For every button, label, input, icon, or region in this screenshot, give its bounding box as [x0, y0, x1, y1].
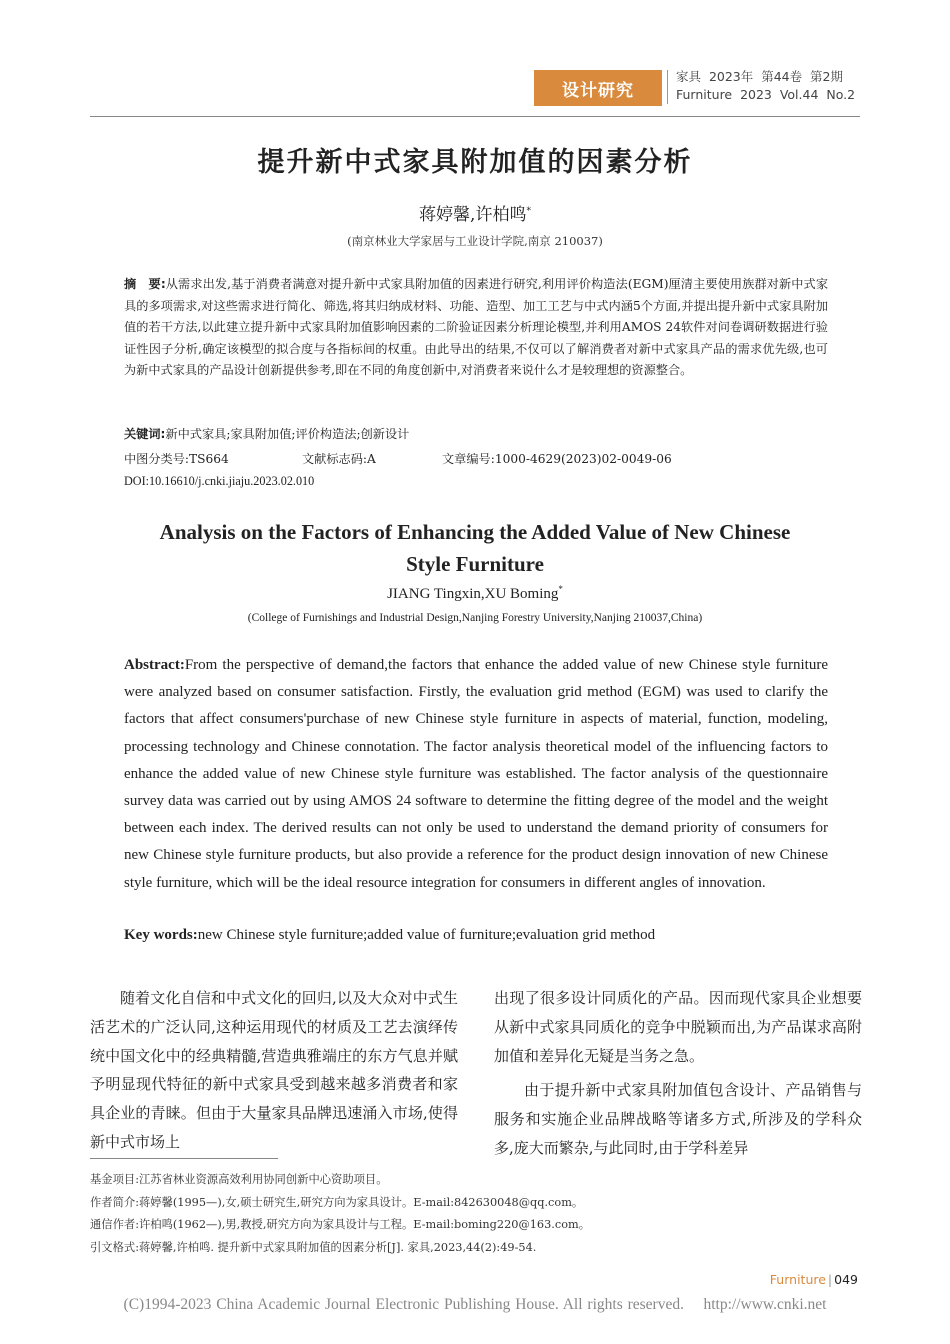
- footer-journal: Furniture: [769, 1272, 826, 1287]
- document-code: 文献标志码:A: [302, 452, 376, 466]
- header-rule: [90, 116, 860, 117]
- page-title-en: [0, 516, 950, 580]
- clc-number: 中图分类号:TS664: [124, 452, 229, 466]
- body-column-left: [90, 984, 458, 1157]
- abstract-en-text: From the perspective of demand,the factors that enhance the added value of new Chinese style furniture were analyzed based on consumer satisfaction. Firstly, the evaluation grid method (EGM) was used to clarify the factors that affect consumers'purchase of new Chinese style furniture in aspects of material, function, modeling, processing technology and Chinese connotation. The factor analysis theoretical model of the influencing factors to enhance the added value of new Chinese style furniture was established. The factor analysis of the questionnaire survey data was carried out by using AMOS 24 software to determine the fitting degree of the model and the weight between each index. The derived results can not only be used to understand the demand priority of consumers for new Chinese style furniture products, but also provide a reference for the product design innovation of new Chinese style furniture, which will be the ideal resource integration for consumers in different angles of innovation.: [124, 657, 828, 891]
- abstract-en-label: Abstract:: [124, 657, 185, 673]
- title-en-line1: Analysis on the Factors of Enhancing the Added Value of New Chinese: [159, 520, 791, 544]
- footnote-rule: [90, 1158, 278, 1159]
- footnote-author-bio: 作者简介:蒋婷馨(1995—),女,硕士研究生,研究方向为家具设计。E-mail:842630048@qq.com。: [90, 1195, 584, 1209]
- page-title-zh: 提升新中式家具附加值的因素分析: [257, 147, 693, 178]
- authors-zh: [0, 200, 950, 225]
- footnotes: [90, 1169, 590, 1259]
- authors-en: [0, 584, 950, 603]
- header-divider: [667, 70, 668, 104]
- article-number: 文章编号:1000-4629(2023)02-0049-06: [442, 452, 672, 466]
- body-paragraph: 出现了很多设计同质化的产品。因而现代家具企业想要从新中式家具同质化的竞争中脱颖而出,为产品谋求高附加值和差异化无疑是当务之急。: [494, 989, 862, 1065]
- affiliation-zh: (南京林业大学家居与工业设计学院,南京 210037): [347, 234, 603, 248]
- journal-info: [676, 68, 855, 104]
- keywords-en: [124, 927, 655, 944]
- body-paragraph: 由于提升新中式家具附加值包含设计、产品销售与服务和实施企业品牌战略等诸多方式,所涉及的学科众多,庞大而繁杂,与此同时,由于学科差异: [494, 1081, 862, 1157]
- footnote-citation: 引文格式:蒋婷馨,许柏鸣. 提升新中式家具附加值的因素分析[J]. 家具,2023,44(2):49-54.: [90, 1240, 537, 1254]
- authors-zh-names: 蒋婷馨,许柏鸣: [419, 205, 527, 225]
- doi[interactable]: DOI:10.16610/j.cnki.jiaju.2023.02.010: [124, 474, 315, 488]
- abstract-zh: [124, 274, 828, 382]
- abstract-zh-text: 从需求出发,基于消费者满意对提升新中式家具附加值的因素进行研究,利用评价构造法(EGM)厘清主要使用族群对新中式家具的多项需求,对这些需求进行简化、筛选,将其归纳成材料、功能、造型、加工工艺与中式内涵5个方面,并提出提升新中式家具附加值的若干方法,以此建立提升新中式家具附加值影响因素的二阶验证因素分析理论模型,并利用AMOS 24软件对问卷调研数据进行验证性因子分析,确定该模型的拟合度与各指标间的权重。由此导出的结果,不仅可以了解消费者对新中式家具产品的需求优先级,也可为新中式家具的产品设计创新提供参考,即在不同的角度创新中,对消费者来说什么才是较理想的资源整合。: [124, 277, 829, 378]
- journal-line-zh: 家具 2023年 第44卷 第2期: [676, 69, 844, 84]
- keywords-zh-text: 新中式家具;家具附加值;评价构造法;创新设计: [165, 427, 410, 441]
- authors-en-names: JIANG Tingxin,XU Boming: [387, 586, 559, 602]
- page-footer: [770, 1272, 858, 1287]
- abstract-zh-label: 摘 要:: [124, 277, 166, 291]
- keywords-en-label: Key words:: [124, 927, 198, 943]
- abstract-en: [124, 652, 828, 897]
- body-column-right: [494, 984, 862, 1163]
- affiliation-en: (College of Furnishings and Industrial Design,Nanjing Forestry University,Nanjing 210037,China): [247, 612, 703, 624]
- footnote-corresponding: 通信作者:许柏鸣(1962—),男,教授,研究方向为家具设计与工程。E-mail:boming220@163.com。: [90, 1218, 591, 1231]
- copyright-watermark: (C)1994-2023 China Academic Journal Electronic Publishing House. All rights reserved. http://www.cnki.net: [123, 1296, 827, 1313]
- corresponding-mark-en: *: [558, 584, 563, 594]
- title-en-line2: Style Furniture: [406, 552, 544, 576]
- footer-separator: |: [827, 1272, 833, 1287]
- keywords-en-text: new Chinese style furniture;added value of furniture;evaluation grid method: [197, 927, 656, 943]
- footnote-fund: 基金项目:江苏省林业资源高效利用协同创新中心资助项目。: [90, 1173, 388, 1186]
- journal-line-en: Furniture 2023 Vol.44 No.2: [676, 87, 856, 102]
- section-tag: 设计研究: [534, 70, 662, 106]
- page-number: 049: [834, 1272, 858, 1287]
- corresponding-mark-zh: *: [526, 206, 531, 217]
- keywords-zh: [124, 425, 409, 442]
- keywords-zh-label: 关键词:: [124, 427, 166, 441]
- body-paragraph: 随着文化自信和中式文化的回归,以及大众对中式生活艺术的广泛认同,这种运用现代的材质及工艺去演绎传统中国文化中的经典精髓,营造典雅端庄的东方气息并赋予明显现代特征的新中式家具受到越来越多消费者和家具企业的青睐。但由于大量家具品牌迅速涌入市场,使得新中式市场上: [90, 989, 458, 1151]
